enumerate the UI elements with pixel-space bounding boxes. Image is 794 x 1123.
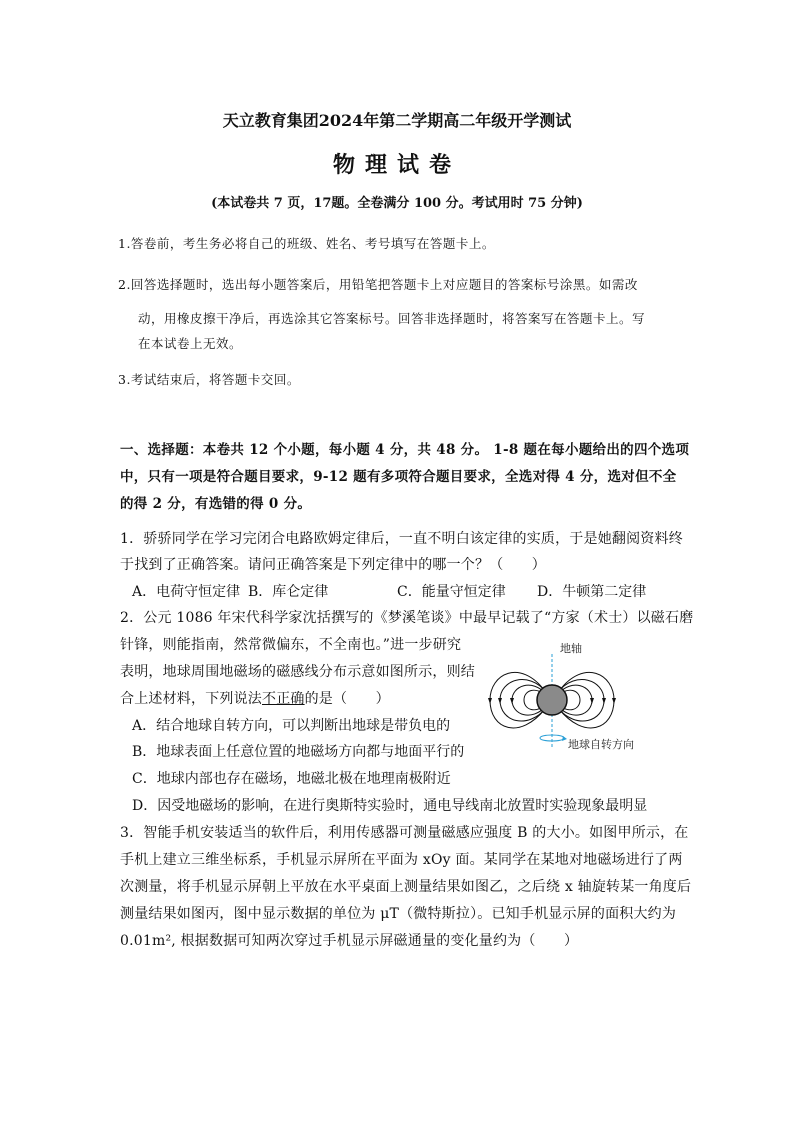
note-2-line-2: 动，用橡皮擦干净后，再选涂其它答案标号。回答非选择题时，将答案写在答题卡上。写 [138, 311, 646, 326]
q2-stem-line-4 [120, 688, 390, 708]
q2-option-b: B．地球表面上任意位置的地磁场方向都与地面平行的 [132, 744, 465, 760]
rotation-label: 地球自转方向 [568, 738, 634, 751]
geomagnetic-field-figure [488, 640, 654, 760]
q2-stem-line-4-post: 的是（ ） [304, 691, 390, 707]
q2-option-d: D．因受地磁场的影响，在进行奥斯特实验时，通电导线南北放置时实验现象最明显 [132, 798, 648, 814]
exam-subject: 物理试卷 [332, 152, 461, 178]
q2-stem-line-2: 针锋，则能指南，然常微偏东，不全南也。”进一步研究 [120, 637, 462, 653]
exam-title: 天立教育集团2024年第二学期高二年级开学测试 [222, 111, 572, 130]
q2-stem-line-3: 表明，地球周围地磁场的磁感线分布示意如图所示，则结 [120, 664, 475, 680]
q3-stem-line-2: 手机上建立三维坐标系，手机显示屏所在平面为 xOy 面。某同学在某地对地磁场进行了两 [120, 852, 683, 868]
q3-stem-line-5: 0.01m², 根据数据可知两次穿过手机显示屏磁通量的变化量约为（ ） [120, 933, 579, 949]
q2-stem-line-1: 2．公元 1086 年宋代科学家沈括撰写的《梦溪笔谈》中最早记载了“方家（术士）以磁石磨 [120, 610, 694, 626]
section-heading-line-3: 的得 2 分，有选错的得 0 分。 [120, 496, 312, 512]
q1-option-c: C．能量守恒定律 [397, 584, 506, 600]
q3-stem-line-4: 测量结果如图丙，图中显示数据的单位为 μT（微特斯拉）。已知手机显示屏的面积大约为 [120, 906, 677, 922]
note-3: 3.考试结束后，将答题卡交回。 [118, 372, 300, 387]
note-2-line-3: 在本试卷上无效。 [138, 336, 243, 351]
q3-stem-line-1: 3．智能手机安装适当的软件后，利用传感器可测量磁感应强度 B 的大小。如图甲所示，在 [120, 825, 689, 841]
q1-option-a: A．电荷守恒定律 [132, 584, 241, 600]
axis-label: 地轴 [560, 642, 582, 655]
note-1: 1.答卷前，考生务必将自己的班级、姓名、考号填写在答题卡上。 [118, 236, 495, 251]
section-heading-line-2: 中，只有一项是符合题目要求，9-12 题有多项符合题目要求，全选对得 4 分，选对但不全 [120, 469, 677, 485]
q3-stem-line-3: 次测量，将手机显示屏朝上平放在水平桌面上测量结果如图乙，之后绕 x 轴旋转某一角度后 [120, 879, 692, 895]
earth-globe [537, 685, 567, 715]
q1-option-d: D．牛顿第二定律 [537, 584, 647, 600]
q2-option-c: C．地球内部也存在磁场，地磁北极在地理南极附近 [132, 771, 451, 787]
q2-stem-line-4-pre: 合上述材料，下列说法 [120, 691, 262, 707]
q1-stem-line-2: 于找到了正确答案。请问正确答案是下列定律中的哪一个？（ ） [120, 557, 546, 573]
section-heading-line-1: 一、选择题：本卷共 12 个小题，每小题 4 分，共 48 分。 1-8 题在每小题给出的四个选项 [120, 442, 690, 458]
q1-stem-line-1: 1．骄骄同学在学习完闭合电路欧姆定律后，一直不明白该定律的实质，于是她翻阅资料终 [120, 531, 683, 547]
q1-option-b: B．库仑定律 [248, 584, 329, 600]
q2-option-a: A．结合地球自转方向，可以判断出地球是带负电的 [132, 718, 451, 734]
exam-info: (本试卷共 7 页，17题。全卷满分 100 分。考试用时 75 分钟) [211, 196, 583, 211]
q2-underlined-keyword: 不正确 [262, 691, 305, 707]
note-2-line-1: 2.回答选择题时，选出每小题答案后，用铅笔把答题卡上对应题目的答案标号涂黑。如需改 [118, 277, 638, 292]
